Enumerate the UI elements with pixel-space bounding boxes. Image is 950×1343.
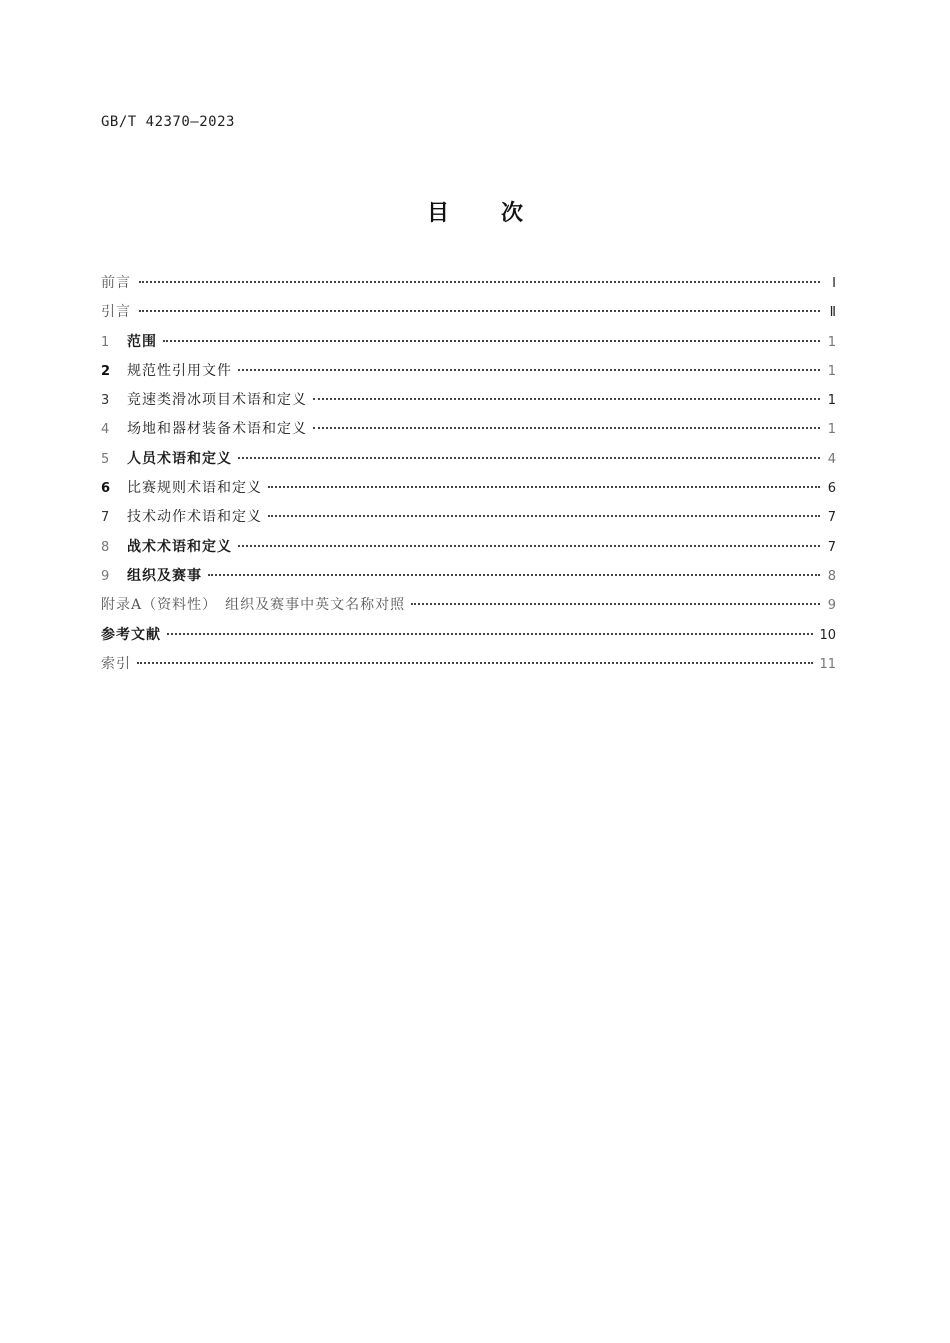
toc-entry-page: 1 <box>827 393 836 409</box>
toc-leader <box>411 603 820 605</box>
toc-entry-title: 规范性引用文件 <box>127 362 232 379</box>
toc-leader <box>208 574 820 576</box>
table-of-contents <box>101 272 836 682</box>
toc-entry-page: 6 <box>827 481 836 497</box>
toc-entry-title: 组织及赛事 <box>127 567 202 584</box>
toc-entry-number: 7 <box>101 510 110 526</box>
toc-leader <box>137 662 813 664</box>
page-title <box>0 196 950 227</box>
toc-entry-number: 8 <box>101 539 110 555</box>
toc-entry-number: 9 <box>101 568 110 584</box>
toc-entry-annex-a[interactable] <box>101 594 836 623</box>
toc-entry-title: 比赛规则术语和定义 <box>127 480 262 497</box>
toc-entry-4[interactable] <box>101 418 836 447</box>
toc-entry-title: 前言 <box>101 275 131 291</box>
standard-code: GB/T 42370—2023 <box>101 114 235 130</box>
toc-entry-foreword[interactable] <box>101 272 836 301</box>
toc-entry-page: 9 <box>827 598 836 614</box>
toc-entry-title: 战术术语和定义 <box>127 538 232 555</box>
toc-entry-number: 5 <box>101 451 110 467</box>
toc-entry-page: 1 <box>827 363 836 379</box>
toc-entry-8[interactable] <box>101 536 836 565</box>
toc-leader <box>313 398 820 400</box>
toc-entry-title: 参考文献 <box>101 626 161 643</box>
toc-entry-introduction[interactable] <box>101 301 836 330</box>
toc-entry-title: 人员术语和定义 <box>127 450 232 467</box>
toc-entry-7[interactable] <box>101 506 836 535</box>
toc-leader <box>313 427 820 429</box>
toc-leader <box>268 486 820 488</box>
toc-entry-6[interactable] <box>101 477 836 506</box>
toc-entry-page: 11 <box>819 656 836 672</box>
toc-entry-title: 场地和器材装备术语和定义 <box>127 421 307 438</box>
toc-entry-number: 1 <box>101 334 110 350</box>
toc-leader <box>238 545 820 547</box>
title-char-1: 目 <box>426 201 449 226</box>
toc-entry-5[interactable] <box>101 448 836 477</box>
toc-leader <box>268 515 820 517</box>
toc-entry-index[interactable] <box>101 653 836 682</box>
toc-entry-title: 技术动作术语和定义 <box>127 509 262 526</box>
toc-entry-page: 7 <box>827 510 836 526</box>
toc-leader <box>238 369 820 371</box>
toc-entry-title: 索引 <box>101 655 131 672</box>
toc-entry-page: 1 <box>827 422 836 438</box>
toc-leader <box>163 340 820 342</box>
title-char-2: 次 <box>501 201 524 226</box>
toc-entry-2[interactable] <box>101 360 836 389</box>
toc-entry-3[interactable] <box>101 389 836 418</box>
toc-entry-number: 4 <box>101 422 110 438</box>
toc-entry-number: 2 <box>101 363 111 379</box>
toc-leader <box>167 633 813 635</box>
toc-entry-page: 1 <box>827 334 836 350</box>
toc-entry-page: Ⅰ <box>832 276 836 291</box>
toc-entry-page: 7 <box>827 539 836 555</box>
toc-entry-9[interactable] <box>101 565 836 594</box>
toc-entry-1[interactable] <box>101 331 836 360</box>
toc-entry-page: Ⅱ <box>829 305 836 321</box>
toc-leader <box>238 457 820 459</box>
toc-entry-page: 4 <box>827 451 836 467</box>
toc-entry-number: 3 <box>101 393 110 409</box>
toc-entry-bibliography[interactable] <box>101 624 836 653</box>
toc-leader <box>139 281 820 283</box>
toc-entry-title: 竞速类滑冰项目术语和定义 <box>127 392 307 409</box>
toc-entry-title: 附录A（资料性） 组织及赛事中英文名称对照 <box>101 597 406 614</box>
toc-leader <box>139 310 820 312</box>
toc-entry-title: 范围 <box>127 333 157 350</box>
toc-entry-page: 10 <box>819 627 836 643</box>
toc-entry-number: 6 <box>101 481 111 497</box>
toc-entry-title: 引言 <box>101 304 131 321</box>
toc-entry-page: 8 <box>827 568 836 584</box>
